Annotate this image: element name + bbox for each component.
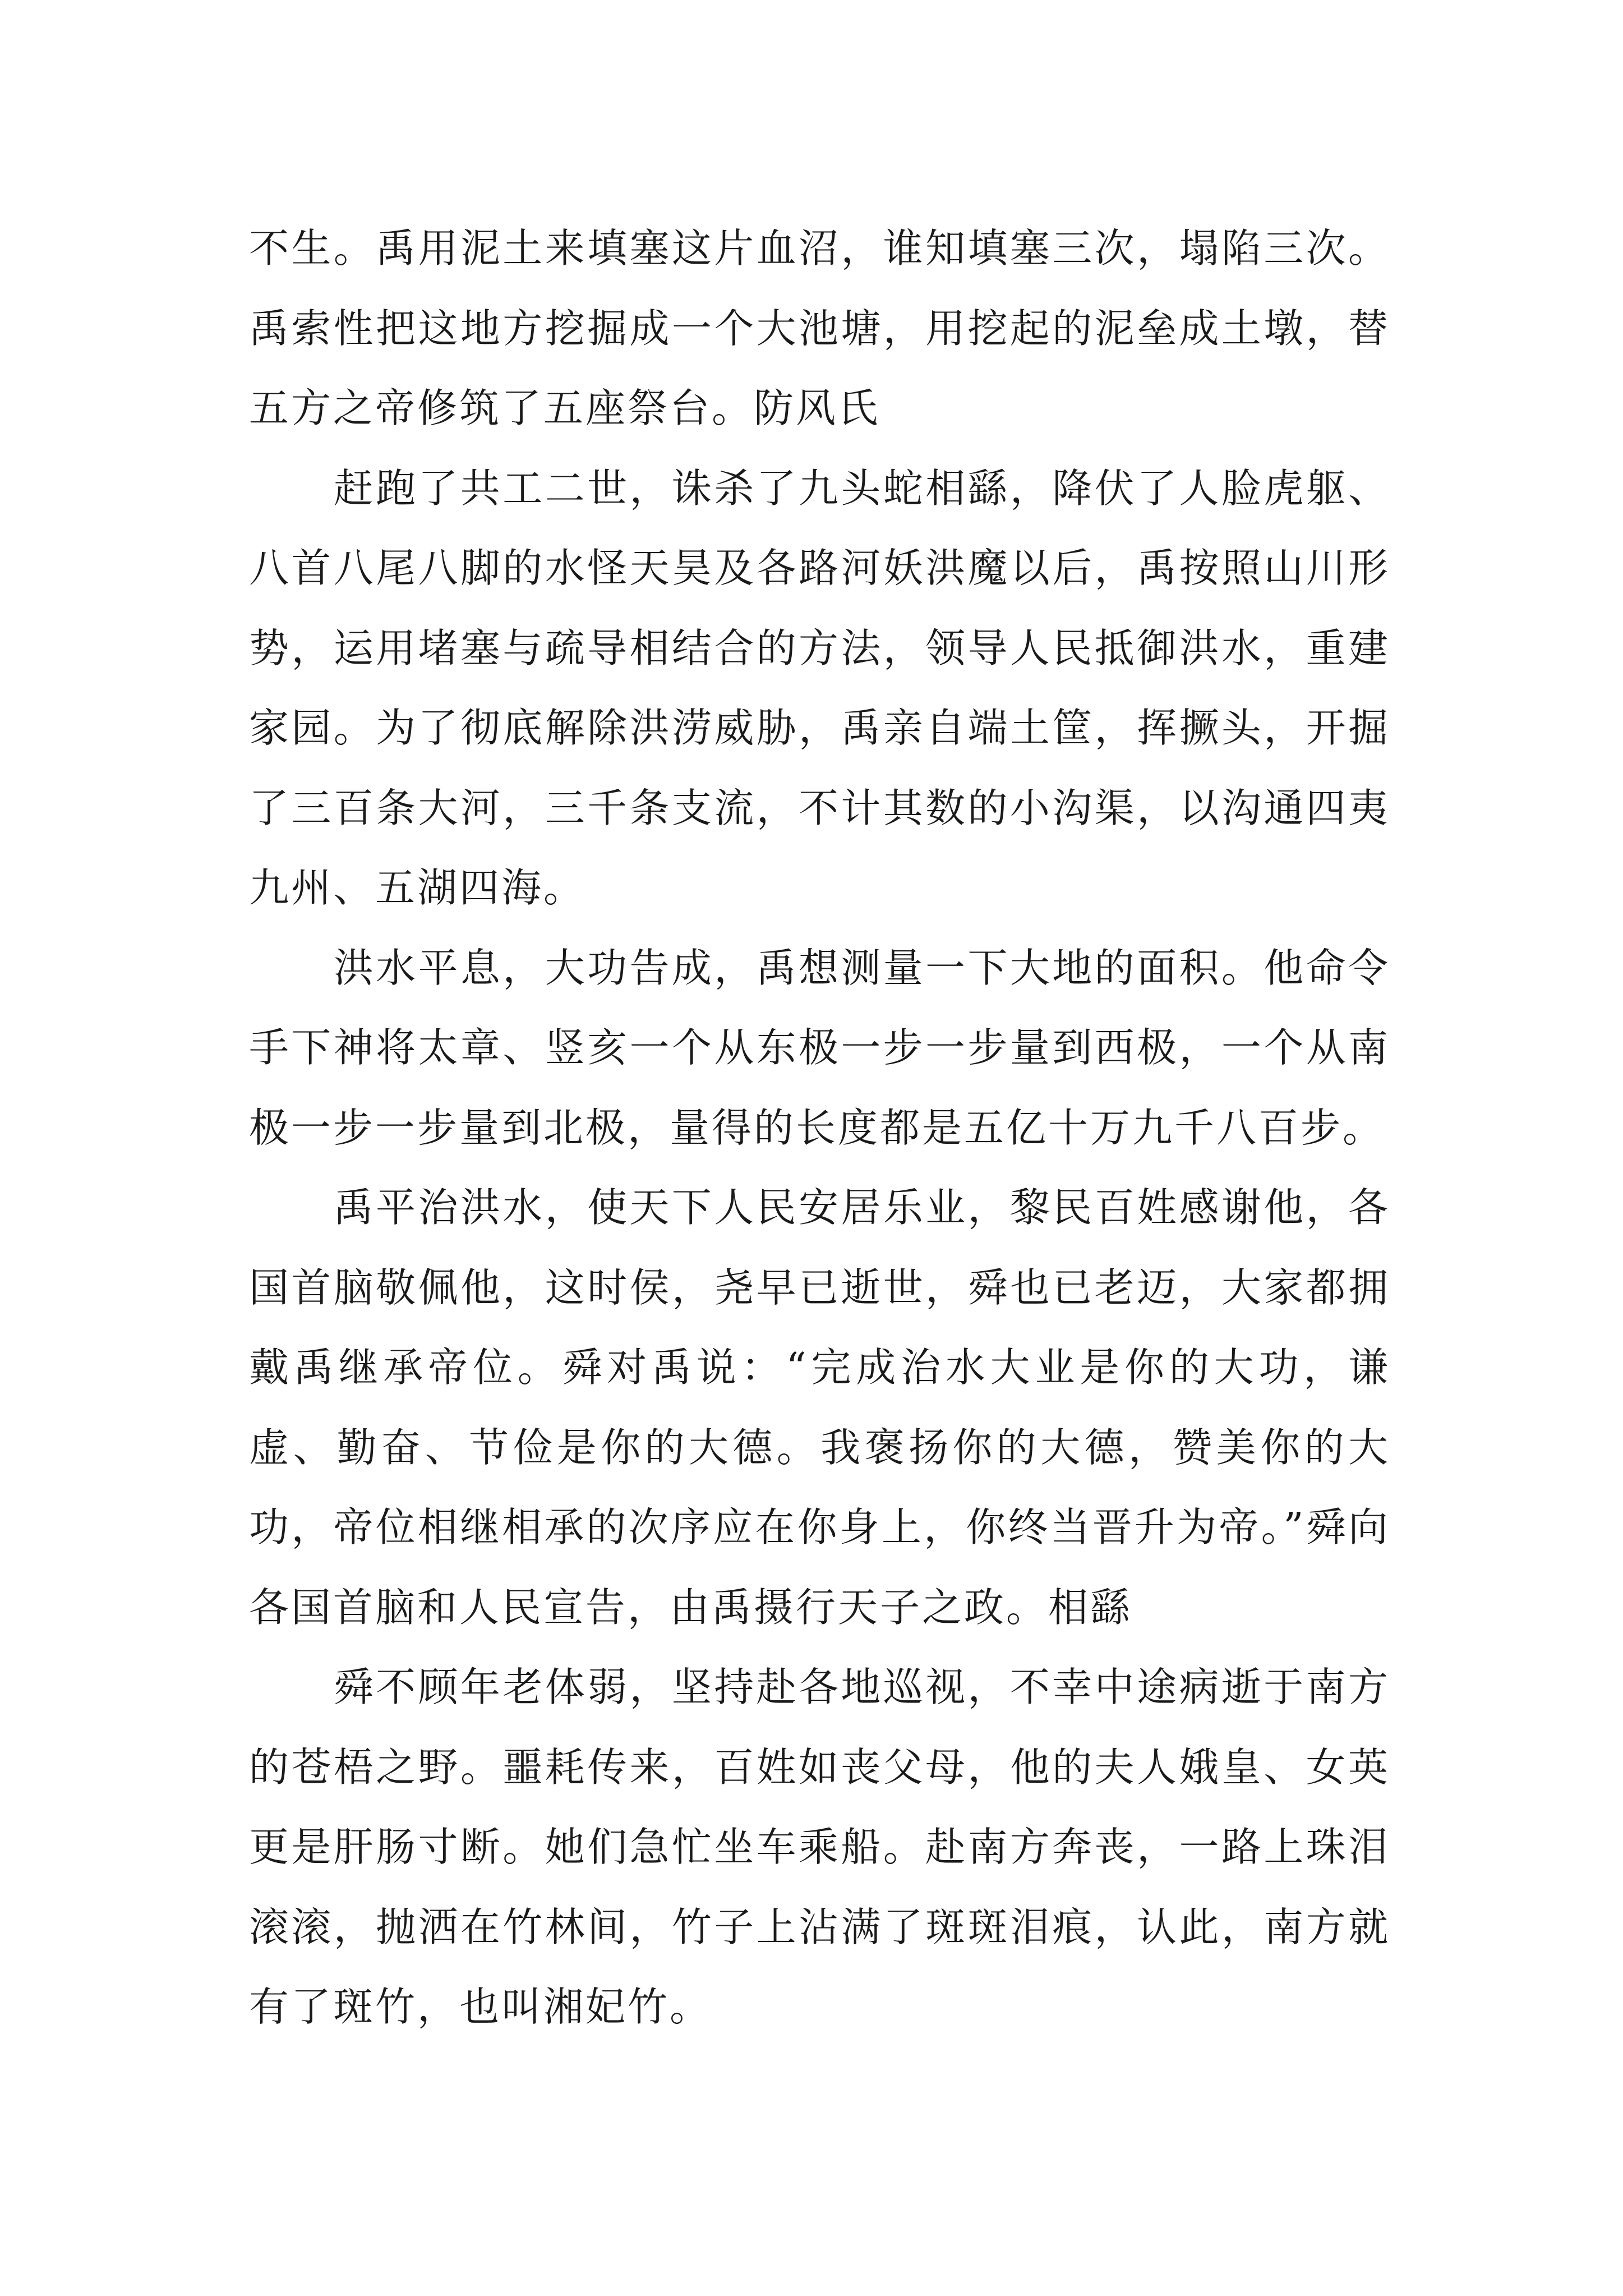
paragraph: 禹平治洪水，使天下人民安居乐业，黎民百姓感谢他，各国首脑敬佩他，这时侯，尧早已逝世，舜也已老迈，大家都拥戴禹继承帝位。舜对禹说：“完成治水大业是你的大功，谦虚、勤奋、节俭是你的大德。我褒扬你的大德，赞美你的大功，帝位相继相承的次序应在你身上，你终当晋升为帝。”舜向各国首脑和人民宣告，由禹摄行天子之政。相繇 xyxy=(249,1184,1390,1631)
paragraph: 不生。禹用泥土来填塞这片血沼，谁知填塞三次，塌陷三次。禹索性把这地方挖掘成一个大池塘，用挖起的泥垒成土墩，替五方之帝修筑了五座祭台。防风氏 xyxy=(249,225,1390,431)
paragraph: 舜不顾年老体弱，坚持赴各地巡视，不幸中途病逝于南方的苍梧之野。噩耗传来，百姓如丧父母，他的夫人娥皇、女英更是肝肠寸断。她们急忙坐车乘船。赴南方奔丧，一路上珠泪滚滚，抛洒在竹林间，竹子上沾满了斑斑泪痕，认此，南方就有了斑竹，也叫湘妃竹。 xyxy=(249,1664,1390,2030)
paragraph: 洪水平息，大功告成，禹想测量一下大地的面积。他命令手下神将太章、竖亥一个从东极一步一步量到西极，一个从南极一步一步量到北极，量得的长度都是五亿十万九千八百步。 xyxy=(249,944,1390,1151)
paragraph: 赶跑了共工二世，诛杀了九头蛇相繇，降伏了人脸虎躯、八首八尾八脚的水怪天昊及各路河妖洪魔以后，禹按照山川形势，运用堵塞与疏导相结合的方法，领导人民抵御洪水，重建家园。为了彻底解除洪涝威胁，禹亲自端土筐，挥撅头，开掘了三百条大河，三千条支流，不计其数的小沟渠，以沟通四夷九州、五湖四海。 xyxy=(249,464,1390,911)
document-body xyxy=(249,209,1390,2047)
